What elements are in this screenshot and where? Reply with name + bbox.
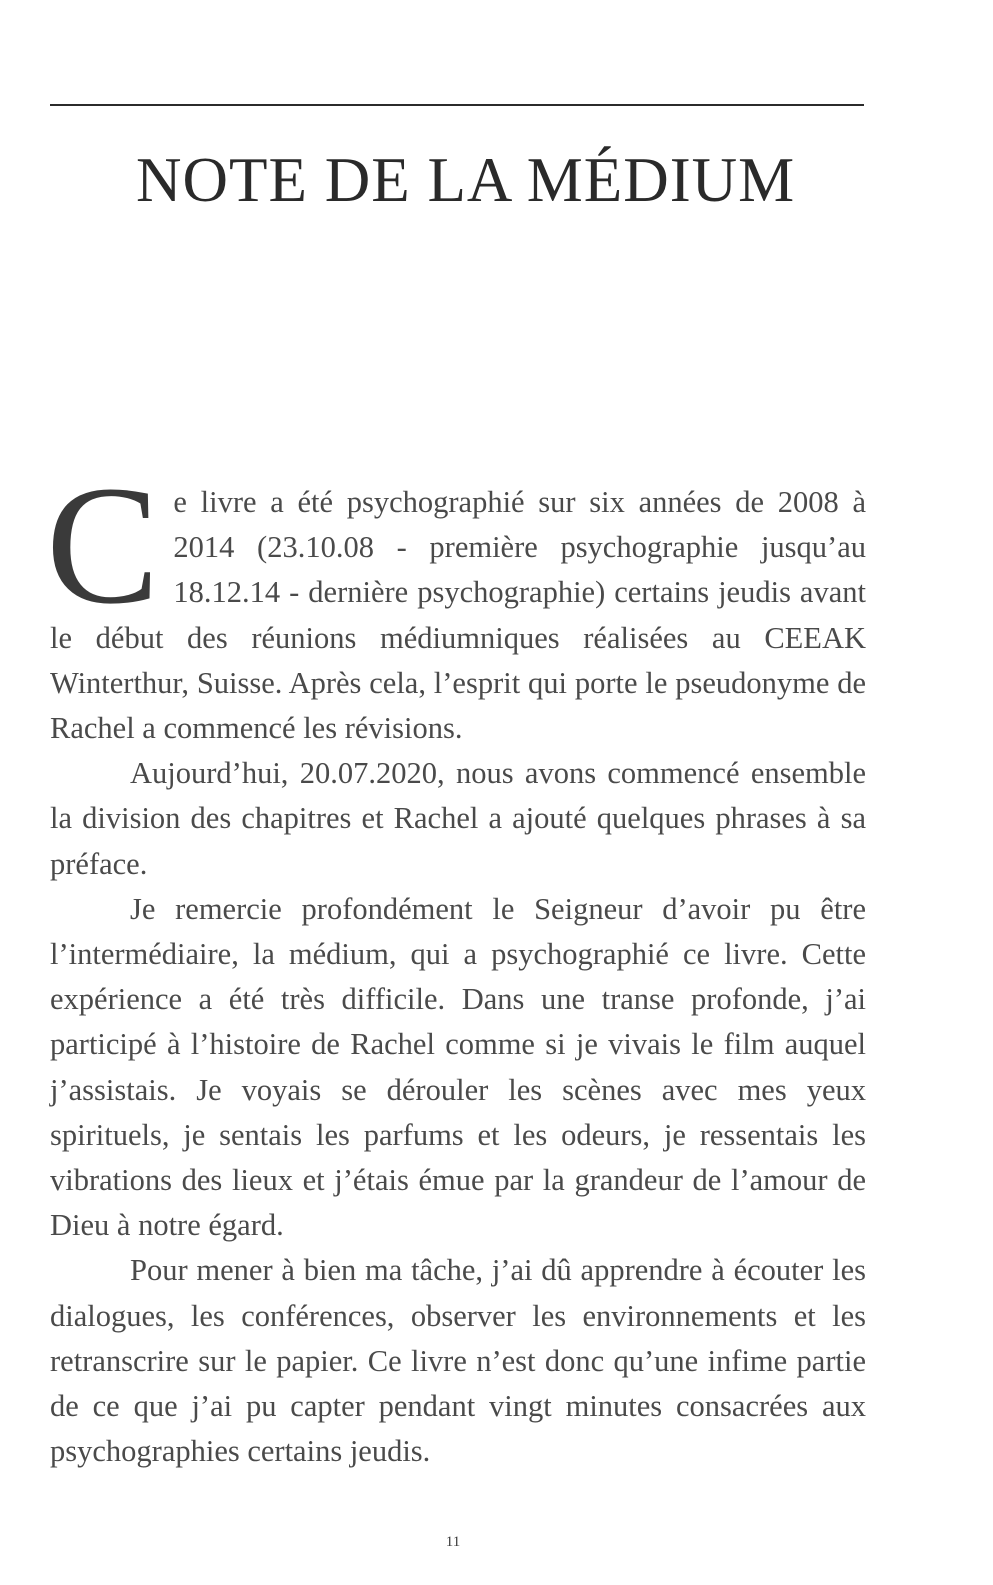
paragraph-1-text: e livre a été psychographié sur six années de 2008 à 2014 (23.10.08 - première psychographie jusqu’au 18.12.14 - dernière psychographie) certains jeudis avant le début des réunions médiumniques réalisées au CEEAK Winterthur, Suisse. Après cela, l’esprit qui porte le pseudonyme de Rachel a commencé les révisions. (50, 485, 866, 746)
drop-cap: C (46, 451, 160, 639)
page-number: 11 (445, 1534, 461, 1550)
paragraph-2: Aujourd’hui, 20.07.2020, nous avons commencé ensemble la division des chapitres et Rachel a ajouté quelques phrases à sa préface. (50, 756, 866, 881)
paragraph-4: Pour mener à bien ma tâche, j’ai dû apprendre à écouter les dialogues, les conférences, observer les environnements et les retranscrire sur le papier. Ce livre n’est donc qu’une infime partie de ce que j’ai pu capter pendant vingt minutes consacrées aux psychographies certains jeudis. (50, 1253, 866, 1469)
paragraph-3: Je remercie profondément le Seigneur d’avoir pu être l’intermédiaire, la médium, qui a psychographié ce livre. Cette expérience a été très difficile. Dans une transe profonde, j’ai participé à l’histoire de Rachel comme si je vivais le film auquel j’assistais. Je voyais se dérouler les scènes avec mes yeux spirituels, je sentais les parfums et les odeurs, je ressentais les vibrations des lieux et j’étais émue par la grandeur de l’amour de Dieu à notre égard. (50, 891, 866, 1243)
body-text (46, 451, 866, 1474)
chapter-title: NOTE DE LA MÉDIUM (136, 145, 796, 215)
paragraph-1 (46, 451, 866, 751)
header-rule (50, 104, 864, 106)
